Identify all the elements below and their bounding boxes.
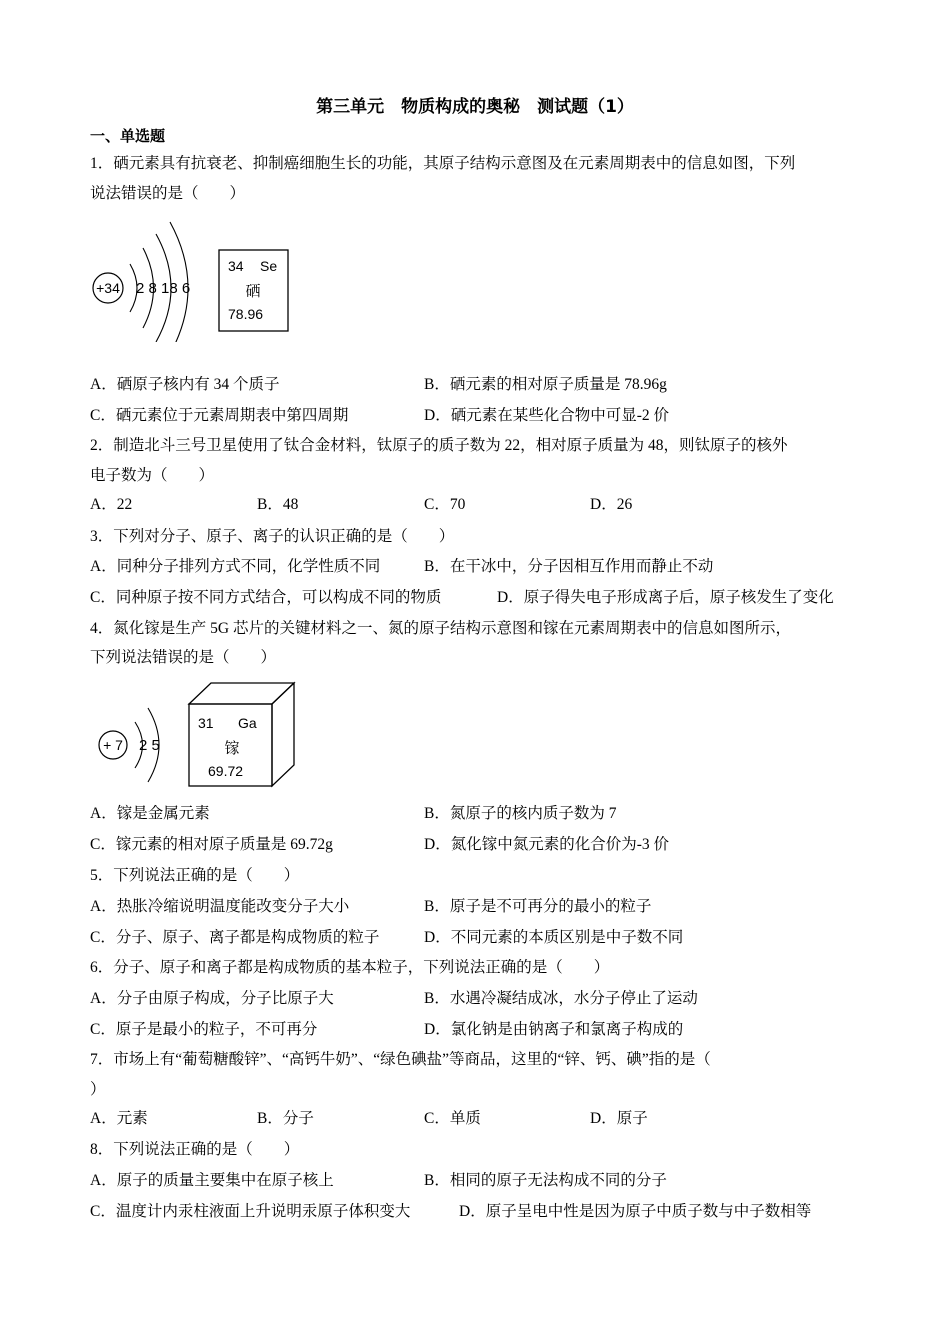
electron-shells: 2 8 18 6: [136, 280, 191, 297]
nitrogen-gallium-figure: [90, 680, 305, 792]
question-5-stem: 5．下列说法正确的是（ ）: [90, 867, 300, 884]
question-7-option-a[interactable]: A．元素: [90, 1110, 148, 1127]
question-7-stem-line-1: 7．市场上有“葡萄糖酸锌”、“高钙牛奶”、“绿色碘盐”等商品，这里的“锌、钙、碘”指的是（: [90, 1051, 711, 1068]
question-1-stem-line-1: 1．硒元素具有抗衰老、抑制癌细胞生长的功能，其原子结构示意图及在元素周期表中的信息如图，下列: [90, 155, 796, 172]
atomic-number: 31: [198, 715, 214, 731]
atomic-mass: 78.96: [228, 306, 264, 322]
question-8-option-c[interactable]: C．温度计内汞柱液面上升说明汞原子体积变大: [90, 1203, 411, 1220]
question-1-stem-line-2: 说法错误的是（ ）: [90, 185, 246, 202]
selenium-atom-figure: [88, 212, 303, 342]
element-symbol: Ga: [238, 715, 257, 731]
question-1-option-d[interactable]: D．硒元素在某些化合物中可显-2 价: [424, 407, 669, 424]
cube-top-face: [189, 683, 294, 704]
question-4-option-d[interactable]: D．氮化镓中氮元素的化合价为-3 价: [424, 836, 669, 853]
question-7-option-d[interactable]: D．原子: [590, 1110, 648, 1127]
page-title: 第三单元 物质构成的奥秘 测试题（1）: [316, 97, 634, 117]
question-8-option-a[interactable]: A．原子的质量主要集中在原子核上: [90, 1172, 334, 1189]
question-6-option-c[interactable]: C．原子是最小的粒子，不可再分: [90, 1021, 318, 1038]
question-8-option-d[interactable]: D．原子呈电中性是因为原子中质子数与中子数相等: [459, 1203, 812, 1220]
question-8-stem: 8．下列说法正确的是（ ）: [90, 1141, 300, 1158]
question-4-stem-line-2: 下列说法错误的是（ ）: [90, 649, 277, 666]
atomic-mass: 69.72: [208, 763, 244, 779]
question-3-option-c[interactable]: C．同种原子按不同方式结合，可以构成不同的物质: [90, 589, 442, 606]
question-2-option-a[interactable]: A．22: [90, 496, 133, 513]
question-6-option-b[interactable]: B．水遇冷凝结成冰，水分子停止了运动: [424, 990, 698, 1007]
cube-side-face: [272, 683, 294, 786]
question-4-option-c[interactable]: C．镓元素的相对原子质量是 69.72g: [90, 836, 333, 853]
question-4-option-b[interactable]: B．氮原子的核内质子数为 7: [424, 805, 617, 822]
question-2-option-b[interactable]: B．48: [257, 496, 299, 513]
question-5-option-c[interactable]: C．分子、原子、离子都是构成物质的粒子: [90, 929, 380, 946]
question-3-option-d[interactable]: D．原子得失电子形成离子后，原子核发生了变化: [497, 589, 834, 606]
nucleus-charge: +34: [96, 280, 120, 296]
question-1-option-b[interactable]: B．硒元素的相对原子质量是 78.96g: [424, 376, 667, 393]
question-2-stem-line-1: 2．制造北斗三号卫星使用了钛合金材料，钛原子的质子数为 22，相对原子质量为 48，则钛原子的核外: [90, 437, 788, 454]
question-5-option-d[interactable]: D．不同元素的本质区别是中子数不同: [424, 929, 684, 946]
atomic-number: 34: [228, 258, 244, 274]
question-6-stem: 6．分子、原子和离子都是构成物质的基本粒子，下列说法正确的是（ ）: [90, 959, 610, 976]
section-heading: 一、单选题: [90, 127, 166, 145]
question-3-stem: 3．下列对分子、原子、离子的认识正确的是（ ）: [90, 528, 455, 545]
question-2-option-d[interactable]: D．26: [590, 496, 633, 513]
question-1-option-a[interactable]: A．硒原子核内有 34 个质子: [90, 376, 280, 393]
question-2-stem-line-2: 电子数为（ ）: [90, 467, 215, 484]
question-3-option-a[interactable]: A．同种分子排列方式不同，化学性质不同: [90, 558, 381, 575]
question-3-option-b[interactable]: B．在干冰中，分子因相互作用而静止不动: [424, 558, 714, 575]
question-5-option-b[interactable]: B．原子是不可再分的最小的粒子: [424, 898, 652, 915]
question-4-stem-line-1: 4．氮化镓是生产 5G 芯片的关键材料之一、氮的原子结构示意图和镓在元素周期表中的信息如图所示，: [90, 620, 791, 637]
question-8-option-b[interactable]: B．相同的原子无法构成不同的分子: [424, 1172, 667, 1189]
element-name: 硒: [245, 283, 261, 300]
question-2-option-c[interactable]: C．70: [424, 496, 466, 513]
question-5-option-a[interactable]: A．热胀冷缩说明温度能改变分子大小: [90, 898, 350, 915]
element-name: 镓: [224, 740, 240, 757]
nucleus-charge: + 7: [103, 737, 123, 753]
question-6-option-d[interactable]: D．氯化钠是由钠离子和氯离子构成的: [424, 1021, 684, 1038]
question-7-stem-line-2: ）: [90, 1081, 106, 1098]
question-1-option-c[interactable]: C．硒元素位于元素周期表中第四周期: [90, 407, 349, 424]
element-symbol: Se: [260, 258, 278, 274]
question-4-option-a[interactable]: A．镓是金属元素: [90, 805, 210, 822]
question-7-option-b[interactable]: B．分子: [257, 1110, 314, 1127]
question-7-option-c[interactable]: C．单质: [424, 1110, 481, 1127]
electron-shells: 2 5: [139, 737, 160, 754]
question-6-option-a[interactable]: A．分子由原子构成，分子比原子大: [90, 990, 334, 1007]
